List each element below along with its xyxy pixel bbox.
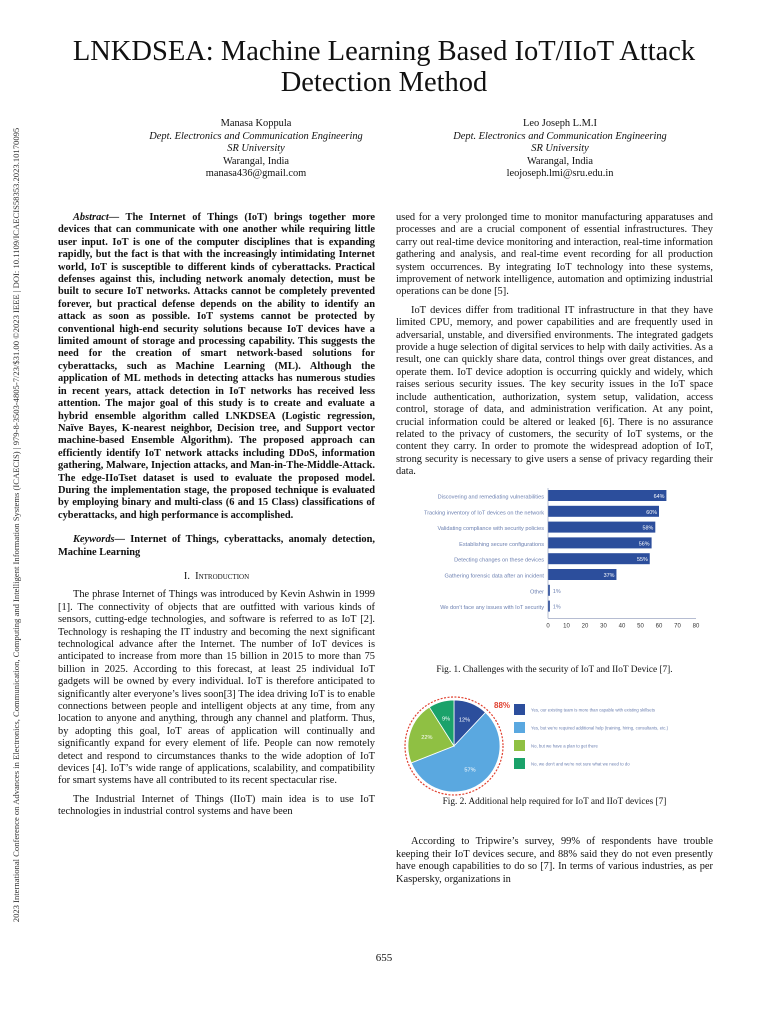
legend-label: No, we don't and we're not sure what we need to do xyxy=(531,761,630,767)
author-city: Warangal, India xyxy=(526,155,594,167)
data-label: 37% xyxy=(603,572,615,579)
left-column xyxy=(58,212,375,819)
data-label: 64% xyxy=(653,493,665,500)
figure-2-caption: Fig. 2. Additional help required for IoT and IIoT devices [7] xyxy=(442,796,667,807)
abstract-label: Abstract— xyxy=(73,212,120,223)
abstract xyxy=(58,212,375,522)
tick-label: 60 xyxy=(655,622,663,629)
category-label: Detecting changes on these devices xyxy=(454,557,544,564)
right-paragraph-2: IoT devices differ from traditional IT infrastructure in that they have limited CPU, memory, and power capabilities and are frequently used in adversarial, unstable, and diversified environments. The integrated gadgets provide a huge selection of digital services to help with daily activities. As a result, one can quickly share data, control things over great distances, and operate them. IoT device adoption is occurring quickly and widely, which raises serious security issues. The key security issues in the IoT space include authentication, authorization, system setup, validation, access control, storage of data, and administration verification. At any point, crucial information could be altered or leaked [6]. There is no assurance related to the privacy of customers, the security of IoT systems, or the content they carry. In order to promote the widespread adoption of IoT, strong security is necessary to give users a sense of privacy regarding their data. xyxy=(396,304,713,478)
tick-label: 40 xyxy=(618,622,626,629)
tick-label: 70 xyxy=(674,622,681,629)
slice-label: 57% xyxy=(464,767,476,774)
legend-label: Yes, but we're required additional help (training, hiring, consultants, etc.) xyxy=(531,725,669,731)
slice-label: 22% xyxy=(421,735,433,742)
section-number: I. xyxy=(183,570,190,582)
tick-label: 20 xyxy=(581,622,589,629)
data-label: 58% xyxy=(642,525,654,532)
slice-label: 12% xyxy=(458,717,471,724)
callout-label: 88% xyxy=(494,700,511,710)
category-label: Validating compliance with security policies xyxy=(437,525,544,532)
keywords-label: Keywords— xyxy=(73,534,125,546)
challenges-bar-chart xyxy=(396,486,713,664)
right-paragraph-1: used for a very prolonged time to monitor manufacturing apparatuses and processes and are a crucial component of essential infrastructures. They carry out real-time device monitoring and interaction, real-time information gathering and analysis, and real-time event recording for all production system occurrences. By integrating IoT technology into these systems, improvement of network intelligence, automation and optimizing industrial operations can be done [5]. xyxy=(396,212,713,298)
help-pie-chart xyxy=(396,696,713,796)
data-label: 1% xyxy=(552,604,561,611)
bar xyxy=(548,553,650,564)
author-dept: Dept. Electronics and Communication Engineering xyxy=(453,130,667,142)
category-label: Other xyxy=(530,588,544,595)
abstract-text: The Internet of Things (IoT) brings together more devices that can communicate with one another while requiring little user input. IoT is one of the computer disciplines that is expanding rapidly, but the fact is that with the increasingly intimidating Internet world, IoT is susceptible to different kinds of cyberattacks. Practical defenses against this, including network anomaly detection, must be built to secure IoT networks. Attacks cannot be completely prevented forever, but practical defense depends on the ability to identify an attack as soon as possible. IoT systems cannot be protected by conventional high-end security solutions because IoT devices have a limited amount of storage and processing capability. This suggests the need for the creation of smart network-based solutions for cyberattacks, such as Machine Learning (ML). Although the application of ML methods in detecting attacks has numerous studies in recent years, attack detection in IoT networks has received less attention. The major goal of this study is to create and evaluate a hybrid ensemble algorithm called LNKDSEA (Logistic regression, Naïve Bayes, K-nearest neighbor, Decision tree, and Support vector machine-based Ensemble Algorithm). The proposed approach can efficiently identify IoT network attacks including DDoS, information gathering, Malware, Injection attacks, and Man-in-The-Middle-Attack. The edge-IIoTset dataset is used to evaluate the proposed model. During the implementation stage, the proposed technique is evaluated by employing binary and multi-class (6 and 15 Class) classifications of cyberattacks, and high performance is accomplished. xyxy=(58,212,375,521)
category-label: Discovering and remediating vulnerabilities xyxy=(437,494,544,501)
category-label: Establishing secure configurations xyxy=(459,541,544,548)
author-block-1 xyxy=(136,118,376,181)
right-column xyxy=(396,212,713,886)
legend-swatch xyxy=(514,740,525,751)
author-univ: SR University xyxy=(531,143,589,155)
category-label: Tracking inventory of IoT devices on the network xyxy=(423,509,544,516)
intro-paragraph-1: The phrase Internet of Things was introduced by Kevin Ashwin in 1999 [1]. The connectivity of objects that are outfitted with various kinds of sensors, cutting-edge technologies, and software is referred to as IoT [2]. Technology is reshaping the IT industry and becoming the next significant technological advance after the Internet. The number of IoT devices is anticipated to increase from more than 15 billion in 2015 to more than 75 billion in 2025. According to this forecast, at least 25 individual IoT gadgets will be owned by every individual. IoT is therefore anticipated to significantly alter everyone’s lives soon[3] The idea driving IoT is to enable connections between people and intelligent objects at any time, from any location to anyone and anything, through any channel and platform. Thus, by adopting this goal, IoT areas of application will continually and significantly expand for every element of life. People can now remotely detect and respond to circumstances thanks to the wide adoption of IoT devices [4]. IoT’s wide range of applications, scalability, and compatibility for smart systems have all contributed to its recent spectacular rise. xyxy=(58,589,375,787)
author-univ: SR University xyxy=(227,143,285,155)
tick-label: 10 xyxy=(563,622,570,629)
bar xyxy=(548,490,666,501)
author-name: Manasa Koppula xyxy=(220,118,292,129)
author-dept: Dept. Electronics and Communication Engineering xyxy=(149,130,363,142)
bar xyxy=(548,537,652,548)
category-label: We don't face any issues with IoT security xyxy=(440,604,544,611)
keywords-text: Internet of Things, cyberattacks, anomaly detection, Machine Learning xyxy=(58,534,375,558)
bar xyxy=(548,505,659,516)
tick-label: 30 xyxy=(600,622,607,629)
conference-sidebar: 2023 International Conference on Advances in Electronics, Communication, Computing and Intelligent Information Systems (ICAECIS) | 979-8-3503-4805-7/23/$31.00 ©2023 IEEE | DOI: 10.1109/ICAECIS58353.2023.10170095 xyxy=(11,127,21,923)
author-city: Warangal, India xyxy=(222,155,290,167)
legend-label: Yes, our existing team is more than capable with existing skillsets xyxy=(531,707,656,713)
paper-title: LNKDSEA: Machine Learning Based IoT/IIoT Attack Detection Method xyxy=(72,36,696,98)
section-heading xyxy=(58,571,375,583)
intro-paragraph-2: The Industrial Internet of Things (IIoT) main idea is to use IoT technologies in industrial control systems and have been xyxy=(58,793,375,818)
legend-swatch xyxy=(514,758,525,769)
data-label: 56% xyxy=(638,540,650,547)
slice-label: 9% xyxy=(441,716,451,723)
legend-label: No, but we have a plan to get there xyxy=(531,743,598,749)
page-number: 655 xyxy=(375,952,393,964)
author-name: Leo Joseph L.M.I xyxy=(523,118,597,129)
bar xyxy=(548,521,655,532)
right-paragraph-3: According to Tripwire’s survey, 99% of respondents have trouble keeping their IoT devices secure, and 88% said they do not even presently have enough capabilities to do so [7]. In terms of various industries, as per Kaspersky, organizations in xyxy=(396,836,713,885)
tick-label: 0 xyxy=(546,622,550,629)
author-block-2 xyxy=(440,118,680,181)
author-email: manasa436@gmail.com xyxy=(205,168,307,180)
figure-1-caption: Fig. 1. Challenges with the security of IoT and IIoT Device [7]. xyxy=(436,664,673,675)
data-label: 1% xyxy=(552,588,561,595)
data-label: 55% xyxy=(636,556,648,563)
legend-swatch xyxy=(514,722,525,733)
keywords xyxy=(58,534,375,559)
section-title: Introduction xyxy=(195,570,250,582)
data-label: 60% xyxy=(646,509,657,516)
figure-2-chart xyxy=(396,696,713,796)
author-email: leojoseph.lmi@sru.edu.in xyxy=(506,168,614,180)
legend-swatch xyxy=(514,704,525,715)
tick-label: 80 xyxy=(692,622,700,629)
figure-1-chart xyxy=(396,486,713,664)
tick-label: 50 xyxy=(637,622,644,629)
category-label: Gathering forensic data after an incident xyxy=(444,573,544,580)
